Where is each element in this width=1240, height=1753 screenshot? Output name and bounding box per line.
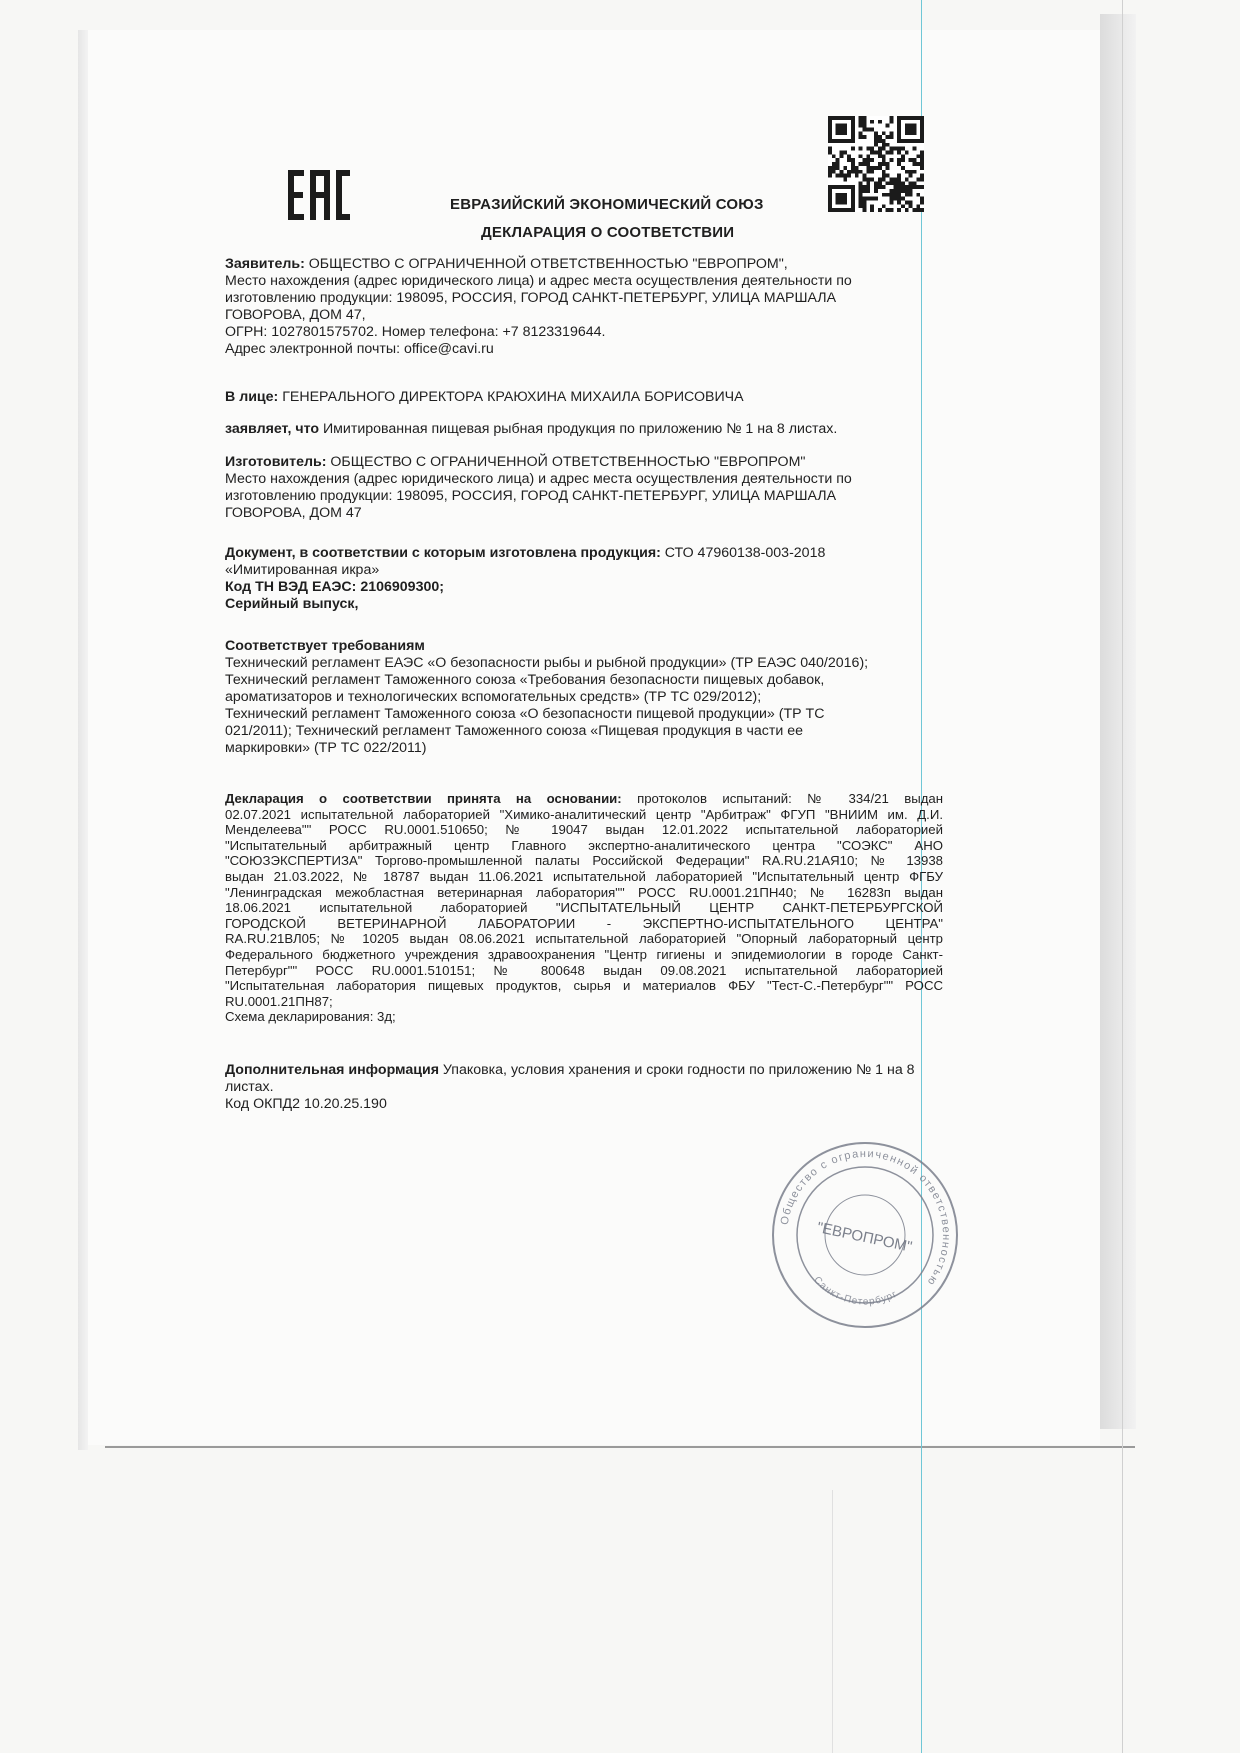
basis-line: Петербург"" РОСС RU.0001.510151; № 800648 выдан 09.08.2021 испытательной лабораторией [225,962,943,978]
manufacturer-label: Изготовитель: [225,454,327,470]
scan-artifact-line [832,1490,833,1753]
requirement-line: Технический регламент Таможенного союза «Требования безопасности пищевых добавок, [225,672,825,688]
basis-line: "Испытательная лаборатория пищевых продуктов, сырья и материалов ФБУ "Тест-С.-Петербург"" РОСС [225,978,943,994]
basis-line: 18.06.2021 испытательной лабораторией "ИСПЫТАТЕЛЬНЫЙ ЦЕНТР САНКТ-ПЕТЕРБУРГСКОЙ [225,900,943,916]
basis-line: Менделеева"" РОСС RU.0001.510650; № 19047 выдан 12.01.2022 испытательной лабораторией [225,822,943,838]
basis-line [225,791,943,807]
applicant-label: Заявитель: [225,256,305,272]
declares-label: заявляет, что [225,421,319,437]
declaration-scheme: Схема декларирования: 3д; [225,1009,396,1025]
basis-line: RA.RU.21ВЛ05; № 10205 выдан 08.06.2021 испытательной лабораторией "Опорный лабораторный центр [225,931,943,947]
applicant-line [225,256,915,273]
additional-info-line: листах. [225,1079,274,1095]
union-heading: ЕВРАЗИЙСКИЙ ЭКОНОМИЧЕСКИЙ СОЮЗ [450,196,764,213]
requirement-line: Технический регламент Таможенного союза «О безопасности пищевой продукции» (ТР ТС [225,706,825,722]
requirements-title: Соответствует требованиям [225,638,425,654]
basis-line: Федерального бюджетного учреждения здравоохранения "Центр гигиены и эпидемиологии в городе Санкт- [225,946,943,962]
applicant-address-line: Место нахождения (адрес юридического лица) и адрес места осуществления деятельности по [225,273,852,289]
company-seal [770,1140,960,1330]
production-document-label: Документ, в соответствии с которым изготовлена продукция: [225,545,661,561]
representative-value: ГЕНЕРАЛЬНОГО ДИРЕКТОРА КРАЮХИНА МИХАИЛА БОРИСОВИЧА [278,389,744,405]
applicant-email: Адрес электронной почты: office@cavi.ru [225,341,494,357]
basis-line: "СОЮЗЭКСПЕРТИЗА" Торгово-промышленной палаты Российской Федерации" RA.RU.21АЯ10; № 13938 [225,853,943,869]
declaration-basis-section [225,791,943,1025]
manufacturer-address-line: ГОВОРОВА, ДОМ 47 [225,505,362,521]
svg-text:Санкт-Петербург: Санкт-Петербург [811,1274,900,1308]
basis-line: 02.07.2021 испытательной лабораторией "Химико-аналитический центр "Арбитраж" ФГУП "ВНИИМ им. Д.И. [225,806,943,822]
applicant-address-line: ГОВОРОВА, ДОМ 47, [225,307,366,323]
requirement-line: 021/2011); Технический регламент Таможенного союза «Пищевая продукция в части ее [225,723,804,739]
basis-label: Декларация о соответствии принята на основании: [225,791,622,806]
svg-text:Общество с ограниченной ответс: Общество с ограниченной ответственностью [778,1147,953,1289]
scan-artifact-line [1122,0,1123,1753]
additional-info-value: Упаковка, условия хранения и сроки годности по приложению № 1 на 8 [438,1062,915,1078]
requirement-line: ароматизаторов и технологических вспомогательных средств» (ТР ТС 029/2012); [225,689,762,705]
production-document-name: «Имитированная икра» [225,562,380,578]
svg-text:"ЕВРОПРОМ": "ЕВРОПРОМ" [815,1219,914,1256]
production-document-value: СТО 47960138-003-2018 [660,545,826,561]
manufacturer-section [225,454,915,522]
declares-section [225,421,915,438]
serial-release: Серийный выпуск, [225,596,359,612]
basis-line: RU.0001.21ПН87; [225,993,333,1009]
scan-bottom-edge [105,1446,1135,1448]
basis-line: ГОРОДСКОЙ ВЕТЕРИНАРНОЙ ЛАБОРАТОРИИ - ЭКСПЕРТНО-ИСПЫТАТЕЛЬНОГО ЦЕНТРА" [225,915,943,931]
additional-info-label: Дополнительная информация [225,1062,439,1078]
tnved-code: Код ТН ВЭД ЕАЭС: 2106909300; [225,579,444,595]
basis-first: протоколов испытаний: № 334/21 выдан [621,791,943,806]
qr-code [828,116,924,212]
production-document-section [225,545,915,613]
applicant-section [225,256,915,358]
eac-logo [288,168,350,222]
additional-info-section [225,1062,915,1113]
requirements-section [225,638,915,757]
manufacturer-address-line: изготовлению продукции: 198095, РОССИЯ, ГОРОД САНКТ-ПЕТЕРБУРГ, УЛИЦА МАРШАЛА [225,488,837,504]
applicant-address-line: изготовлению продукции: 198095, РОССИЯ, ГОРОД САНКТ-ПЕТЕРБУРГ, УЛИЦА МАРШАЛА [225,290,837,306]
requirement-line: маркировки» (ТР ТС 022/2011) [225,740,427,756]
document-title: ДЕКЛАРАЦИЯ О СООТВЕТСТВИИ [481,224,735,241]
basis-line: "Испытательный арбитражный центр Главного экспертно-аналитического центра "СОЭКС" АНО [225,837,943,853]
scan-edge-left [78,30,88,1450]
representative-section [225,389,915,406]
scan-edge-right [1100,14,1136,1429]
basis-line: "Ленинградская межобластная ветеринарная лаборатория"" РОСС RU.0001.21ПН40; № 16283п выдан [225,884,943,900]
representative-label: В лице: [225,389,279,405]
basis-line: выдан 21.03.2022, № 18787 выдан 11.06.2021 испытательной лабораторией "Испытательный центр ФГБУ [225,868,943,884]
requirement-line: Технический регламент ЕАЭС «О безопасности рыбы и рыбной продукции» (ТР ЕАЭС 040/2016); [225,655,869,671]
manufacturer-address-line: Место нахождения (адрес юридического лица) и адрес места осуществления деятельности по [225,471,852,487]
applicant-ogrn-phone: ОГРН: 1027801575702. Номер телефона: +7 8123319644. [225,324,606,340]
applicant-name: ОБЩЕСТВО С ОГРАНИЧЕННОЙ ОТВЕТСТВЕННОСТЬЮ "ЕВРОПРОМ", [304,256,788,272]
manufacturer-name: ОБЩЕСТВО С ОГРАНИЧЕННОЙ ОТВЕТСТВЕННОСТЬЮ "ЕВРОПРОМ" [326,454,806,470]
okpd-code: Код ОКПД2 10.20.25.190 [225,1096,387,1112]
declares-value: Имитированная пищевая рыбная продукция по приложению № 1 на 8 листах. [319,421,838,437]
